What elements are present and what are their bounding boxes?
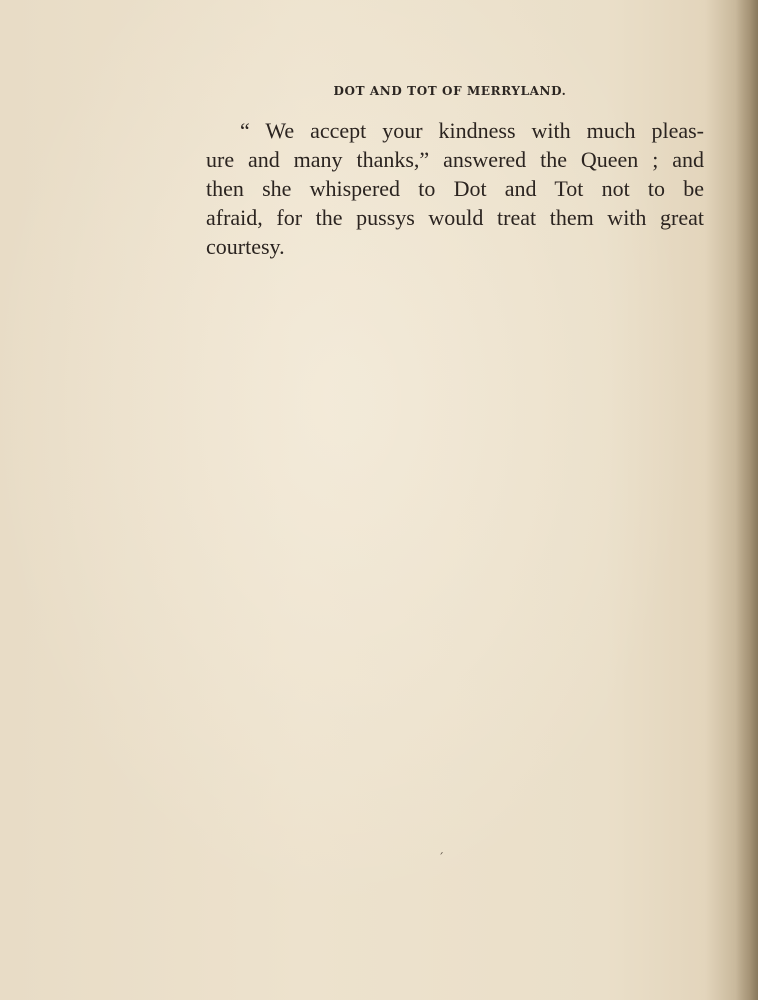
paragraph-line: courtesy.: [206, 234, 285, 259]
paragraph-line: ure and many thanks,” answered the Queen ; and: [206, 147, 704, 172]
paragraph-line: afraid, for the pussys would treat them with great: [206, 205, 704, 230]
paragraph-line: then she whispered to Dot and Tot not to be: [206, 176, 704, 201]
page-gutter-shadow: [736, 0, 758, 1000]
paragraph-line: “ We accept your kindness with much pleas-: [240, 118, 704, 143]
paragraph: [206, 116, 704, 261]
stray-mark: ´: [438, 851, 444, 865]
running-head: DOT AND TOT OF MERRYLAND.: [333, 84, 567, 98]
